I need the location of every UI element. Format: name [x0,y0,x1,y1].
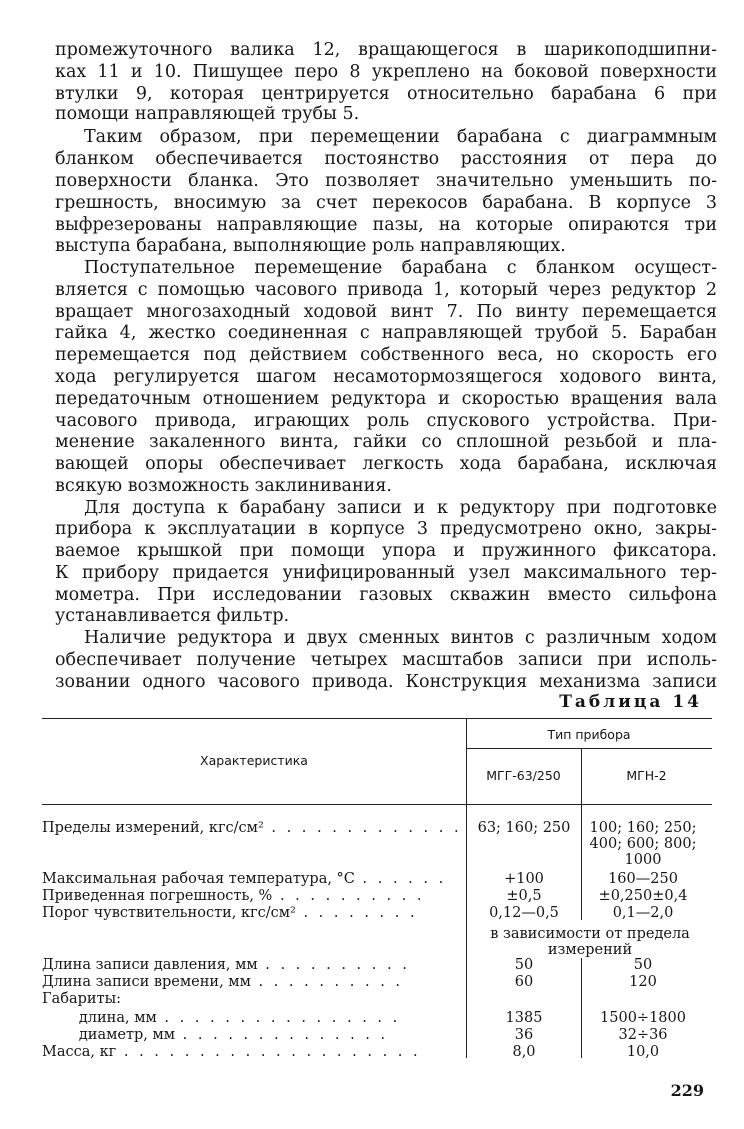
cell-mgg: 50 [514,957,534,973]
leader-dots: . . . . . . . . . . [257,957,410,973]
table-caption: Таблица 14 [559,692,702,712]
text-line: Для доступа к барабану записи и к редуктору при подготовке [84,498,717,518]
row-label-text: Длина записи времени, мм [42,974,251,990]
row-label [42,820,462,837]
text-line: всякую возможность заклинивания. [55,476,392,496]
row-label [42,888,462,905]
text-line: гайка 4, жестко соединенная с направляющей трубой 5. Барабан [55,323,717,343]
row-label-text: диаметр, мм [42,1027,176,1043]
text-line: грешность, вносимую за счет перекосов барабана. В корпусе 3 [55,193,717,213]
text-line: обеспечивает получение четырех масштабов записи при исполь- [55,650,717,670]
row-label-text: Масса, кг [42,1044,117,1060]
cell-mgg: +100 [504,871,544,887]
text-line: хода регулируется шагом несамотормозящегося ходового винта, [55,367,717,387]
cell-mgg: 0,12—0,5 [489,905,559,921]
row-label [42,1010,462,1027]
cell-mgn: 10,0 [626,1044,660,1060]
text-line: помощи направляющей трубы 5. [55,104,360,124]
row-label-text: Габариты: [42,991,122,1007]
table-col-divider-2-lower [581,958,582,1058]
row-label-text: Максимальная рабочая температура, °С [42,871,355,887]
row-label [42,905,462,922]
leader-dots: . . . . . . . . . . [272,888,425,904]
row-label [42,974,462,991]
header-col-mgg: МГГ-63/250 [486,768,561,783]
text-line: К прибору придается унифицированный узел максимального тер- [55,563,717,583]
row-label [42,991,462,1008]
text-line: ваемое крышкой при помощи упора и пружинного фиксатора. [55,541,717,561]
text-line: выступа барабана, выполняющие роль направляющих. [55,236,566,256]
row-label-text: Порог чувствительности, кгс/см² [42,905,296,921]
text-line: выфрезерованы направляющие пазы, на которые опираются три [55,215,717,235]
text-line: Таким образом, при перемещении барабана с диаграммным [84,127,717,147]
row-label [42,1027,462,1044]
page-number: 229 [670,1081,704,1100]
cell-mgn: 400; 600; 800; [589,836,697,852]
text-line: втулки 9, которая центрируется относительно барабана 6 при [55,84,717,104]
text-line: прибора к эксплуатации в корпусе 3 предусмотрено окно, закры- [55,519,717,539]
cell-mgn: 32÷36 [618,1027,668,1043]
cell-mgg: 60 [514,974,534,990]
table-note: измерений [547,942,633,958]
cell-mgg: 36 [514,1027,534,1043]
leader-dots: . . . . . . . . . . [250,974,404,990]
text-line: устанавливается фильтр. [55,606,290,626]
leader-dots: . . . . . . . . . . . . . . [175,1027,389,1043]
cell-mgg: 8,0 [512,1044,536,1060]
cell-mgn: ±0,250±0,4 [598,888,688,904]
cell-mgn: 120 [629,974,657,990]
row-label [42,957,462,974]
row-label-text: Приведенная погрешность, % [42,888,273,904]
cell-mgn: 0,1—2,0 [612,905,674,921]
text-line: поверхности бланка. Это позволяет значительно уменьшить по- [55,171,717,191]
header-col-mgn: МГН-2 [626,768,667,783]
leader-dots: . . . . . . . . [295,905,418,921]
text-line: зовании одного часового привода. Конструкция механизма записи [55,672,717,692]
text-line: вращает многозаходный ходовой винт 7. По винту перемещается [55,302,717,322]
leader-dots: . . . . . . . . . . . . . . . . [156,1010,401,1026]
text-line: вающей опоры обеспечивает легкость хода барабана, исключая [55,454,717,474]
row-label [42,871,462,888]
text-line: часового привода, играющих роль спускового устройства. При- [55,411,717,431]
leader-dots: . . . . . . . . . . . . . [263,820,462,836]
text-line: вляется с помощью часового привода 1, который через редуктор 2 [55,280,717,300]
cell-mgn: 100; 160; 250; [589,820,697,836]
text-line: передаточным отношением редуктора и скоростью вращения вала [55,389,717,409]
header-characteristic: Характеристика [200,753,308,768]
row-label-text: Пределы измерений, кгс/см² [42,820,264,836]
row-label-text: Длина записи давления, мм [42,957,258,973]
text-line: менение закаленного винта, гайки со сплошной резьбой и пла- [55,432,717,452]
row-label [42,1044,462,1061]
table-top-rule [42,718,712,719]
cell-mgg: 1385 [505,1010,543,1026]
table-note: в зависимости от предела [490,926,690,942]
cell-mgn: 160—250 [608,871,678,887]
text-line: Поступательное перемещение барабана с бланком осущест- [84,258,717,278]
leader-dots: . . . . . . [354,871,447,887]
header-device-type: Тип прибора [547,727,631,742]
text-line: промежуточного валика 12, вращающегося в шарикоподшипни- [55,40,717,60]
cell-mgn: 50 [633,957,653,973]
cell-mgn: 1000 [624,852,662,868]
cell-mgg: ±0,5 [506,888,542,904]
cell-mgg: 63; 160; 250 [477,820,571,836]
leader-dots: . . . . . . . . . . . . . . . . . . . . [116,1044,421,1060]
text-line: ках 11 и 10. Пишущее перо 8 укреплено на боковой поверхности [55,62,717,82]
text-line: Наличие редуктора и двух сменных винтов с различным ходом [84,628,717,648]
text-line: перемещается под действием собственного веса, но скорость его [55,345,717,365]
cell-mgn: 1500÷1800 [600,1010,686,1026]
row-label-text: длина, мм [42,1010,157,1026]
text-line: бланком обеспечивается постоянство расстояния от пера до [55,149,717,169]
table-header-bottom-rule [42,804,712,805]
table-subheader-rule [466,748,712,749]
text-line: мометра. При исследовании газовых скважин вместо сильфона [55,585,717,605]
